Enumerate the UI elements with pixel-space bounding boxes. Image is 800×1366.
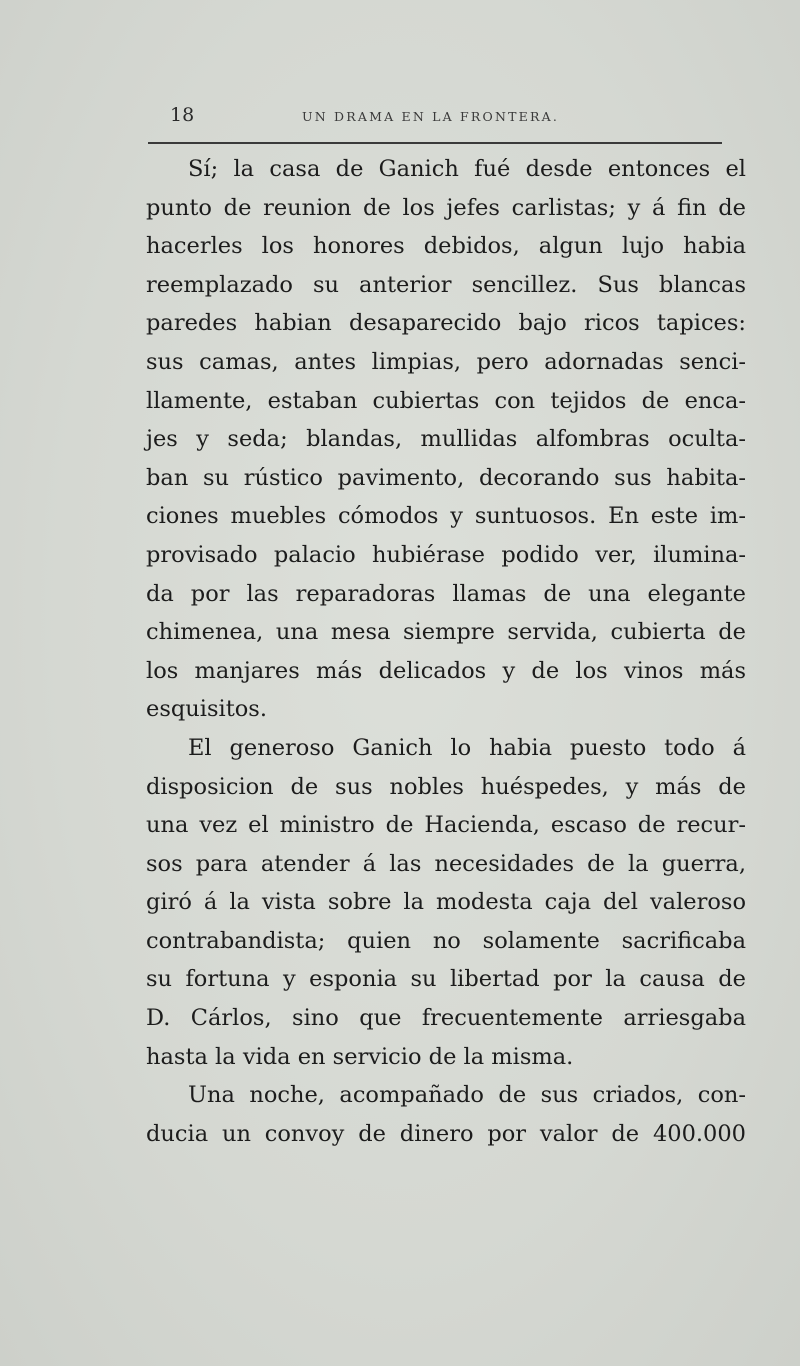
text-line: El generoso Ganich lo habia puesto todo á [188, 734, 746, 761]
text-line: Una noche, acompañado de sus criados, con- [188, 1082, 746, 1109]
running-title: UN DRAMA EN LA FRONTERA. [302, 109, 559, 124]
text-line: disposicion de sus nobles huéspedes, y más de [146, 773, 746, 800]
text-line: los manjares más delicados y de los vinos más [146, 657, 746, 684]
text-line: sus camas, antes limpias, pero adornadas senci- [146, 348, 746, 375]
text-line: hacerles los honores debidos, algun lujo habia [146, 233, 746, 260]
text-line: D. Cárlos, sino que frecuentemente arriesgaba [146, 1005, 746, 1032]
text-line: da por las reparadoras llamas de una elegante [146, 580, 746, 607]
text-line: esquisitos. [146, 696, 267, 723]
text-line: Sí; la casa de Ganich fué desde entonces el [188, 156, 746, 182]
paragraph [146, 1076, 746, 1153]
page-header [148, 104, 722, 128]
text-line: hasta la vida en servicio de la misma. [146, 1043, 574, 1070]
text-line: contrabandista; quien no solamente sacrificaba [146, 927, 746, 954]
text-line: provisado palacio hubiérase podido ver, ilumina- [146, 541, 746, 568]
text-line: giró á la vista sobre la modesta caja del valeroso [146, 889, 746, 916]
paragraph [146, 150, 746, 729]
text-line: chimenea, una mesa siempre servida, cubierta de [146, 619, 746, 646]
text-line: sos para atender á las necesidades de la guerra, [146, 850, 746, 877]
header-rule [148, 142, 722, 144]
text-line: punto de reunion de los jefes carlistas; y á fin de [146, 194, 746, 221]
paragraph [146, 729, 746, 1076]
text-line: llamente, estaban cubiertas con tejidos de enca- [146, 387, 746, 414]
body-text [146, 150, 746, 1153]
text-line: paredes habian desaparecido bajo ricos tapices: [146, 310, 746, 337]
text-line: su fortuna y esponia su libertad por la causa de [146, 966, 746, 993]
page-number: 18 [170, 104, 195, 126]
text-line: reemplazado su anterior sencillez. Sus blancas [146, 271, 746, 298]
text-line: ciones muebles cómodos y suntuosos. En este im- [146, 503, 746, 530]
text-line: ducia un convoy de dinero por valor de 400.000 [146, 1120, 746, 1147]
text-line: una vez el ministro de Hacienda, escaso de recur- [146, 812, 746, 839]
text-line: jes y seda; blandas, mullidas alfombras oculta- [146, 426, 746, 453]
text-line: ban su rústico pavimento, decorando sus habita- [146, 464, 746, 491]
